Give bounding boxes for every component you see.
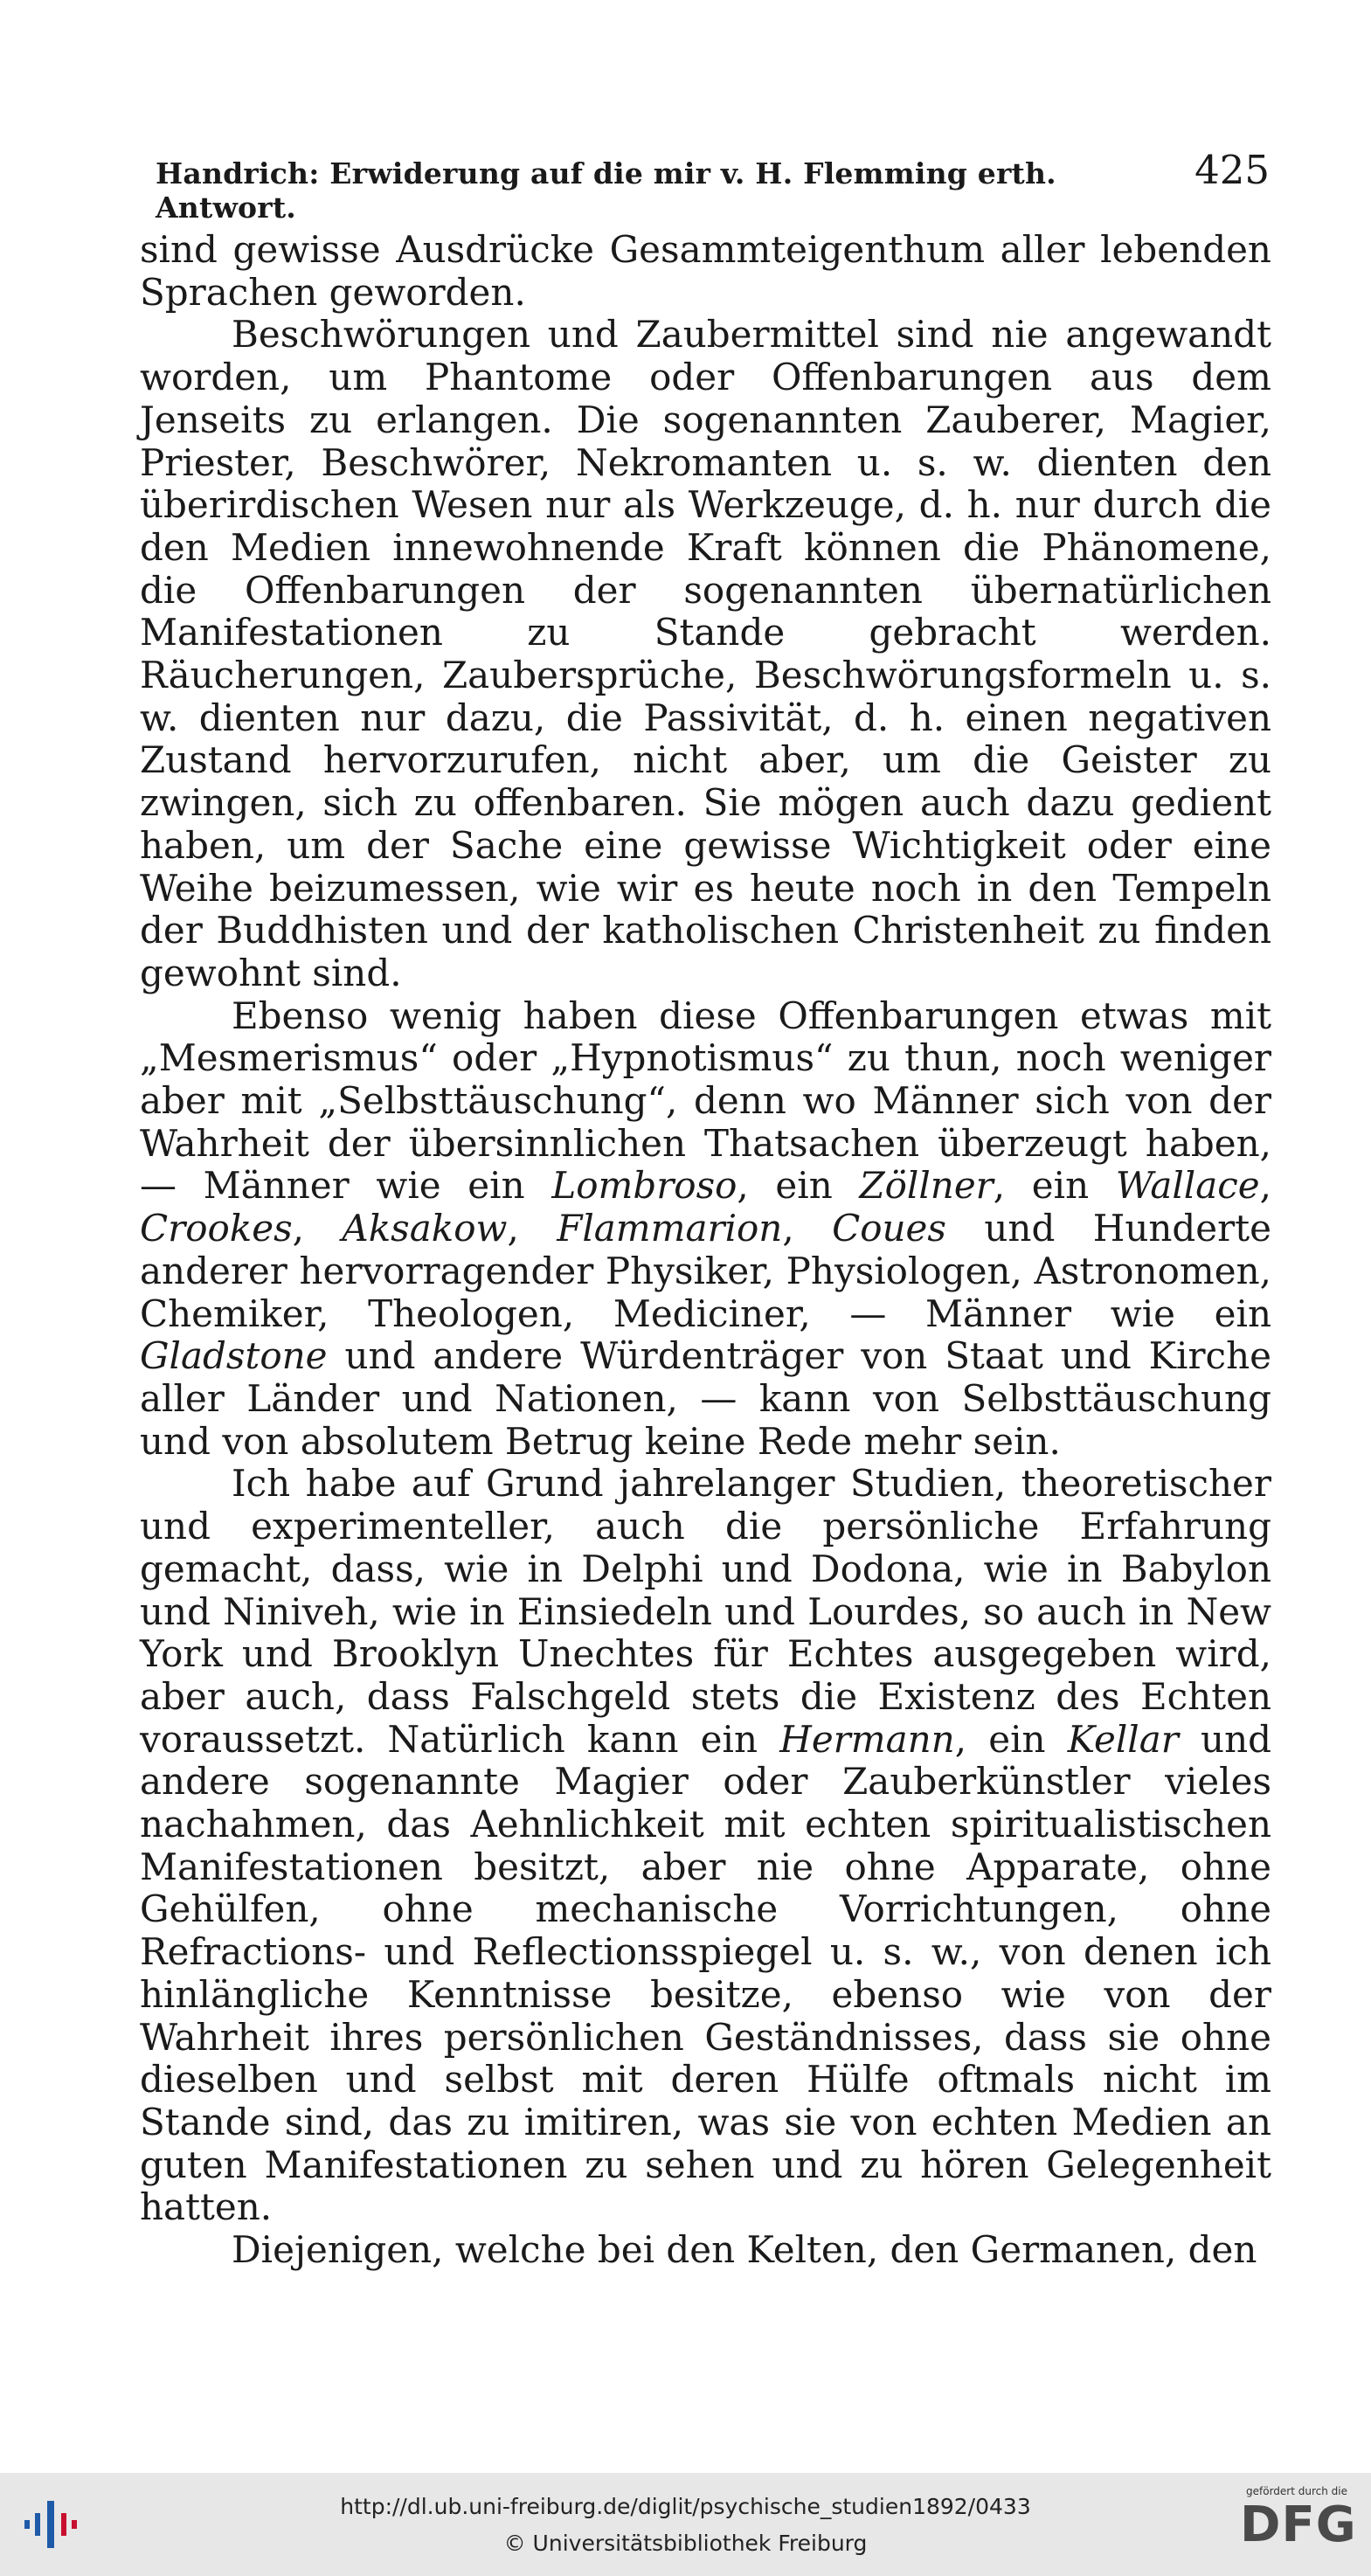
dfg-logo [1240,2485,1357,2566]
paragraph-5: Diejenigen, welche bei den Kelten, den Germanen, den [232,2228,1257,2272]
dfg-logo-text: DFG [1240,2496,1357,2553]
running-head: Handrich: Erwiderung auf die mir v. H. Flemming erth. Antwort. [156,156,1056,225]
copyright-notice: © Universitätsbibliothek Freiburg [503,2531,868,2556]
text-segment: , ein [993,1164,1090,1208]
text-segment: , [507,1207,519,1250]
name-zoellner: Zöllner [859,1164,994,1208]
name-lombroso: Lombroso [551,1164,737,1208]
text-segment: Ebenso wenig haben diese Offenbarungen etwas mit „Mesmerismus“ oder „Hypnotismus“ zu thun, noch weniger aber mit „Selbsttäuschung“, denn wo Männer sich von der Wahrheit der übersinnlichen Thatsachen überzeugt haben, — Männer wie ein [140,994,1271,1208]
page-header [156,147,1270,225]
dfg-funding-label: gefördert durch die [1246,2485,1347,2497]
text-segment: , [292,1207,305,1250]
paragraph-1: sind gewisse Ausdrücke Gesammteigenthum aller lebenden Sprachen geworden. [140,228,1271,314]
viewer-footer [0,2473,1371,2576]
name-gladstone: Gladstone [140,1334,328,1378]
name-kellar: Kellar [1067,1717,1179,1761]
paragraph-2: Beschwörungen und Zaubermittel sind nie angewandt worden, um Phantome oder Offenbarungen aus dem Jenseits zu erlangen. Die sogenannten Zauberer, Magier, Priester, Beschwörer, Nekromanten u. s. w. dienten den überirdischen Wesen nur als Werkzeuge, d. h. nur durch die den Medien innewohnende Kraft können die Phänomene, die Offenbarungen der sogenannten übernatürlichen Manifestationen zu Stande gebracht werden. Räucherungen, Zaubersprüche, Beschwörungsformeln u. s. w. dienten nur dazu, die Passivität, d. h. einen negativen Zustand hervorzurufen, nicht aber, um die Geister zu zwingen, sich zu offenbaren. Sie mögen auch dazu gedient haben, um der Sache eine gewisse Wichtigkeit oder eine Weihe beizumessen, wie wir es heute noch in den Tempeln der Buddhisten und der katholischen Christenheit zu finden gewohnt sind. [140,313,1271,994]
name-hermann: Hermann [779,1717,955,1761]
text-segment: , ein [737,1164,833,1208]
text-segment: , ein [954,1717,1046,1761]
paragraph-3 [140,995,1271,1464]
text-segment: Ich habe auf Grund jahrelanger Studien, theoretischer und experimenteller, auch die persönliche Erfahrung gemacht, dass, wie in Delphi und Dodona, wie in Babylon und Niniveh, wie in Einsiedeln und Lourdes, so auch in New York und Brooklyn Unechtes für Echtes ausgegeben wird, aber auch, dass Falschgeld stets die Existenz des Echten voraussetzt. Natürlich kann ein [140,1462,1271,1761]
name-coues: Coues [832,1207,946,1250]
name-flammarion: Flammarion [557,1207,783,1250]
text-segment: , [1259,1164,1271,1208]
permalink-url[interactable]: http://dl.ub.uni-freiburg.de/diglit/psychische_studien1892/0433 [340,2494,1031,2519]
text-segment: und andere sogenannte Magier oder Zauberkünstler vieles nachahmen, das Aehnlichkeit mit echten spiritualistischen Manifestationen besitzt, aber nie ohne Apparate, ohne Gehülfen, ohne mechanische Vorrichtungen, ohne Refractions- und Reflectionsspiegel u. s. w., von denen ich hinlängliche Kenntnisse besitze, ebenso wie von der Wahrheit ihres persönlichen Geständnisses, dass sie ohne dieselben und selbst mit deren Hülfe oftmals nicht im Stande sind, das zu imitiren, was sie von echten Medien an guten Manifestationen zu sehen und zu hören Gelegenheit hatten. [140,1717,1272,2229]
page-number: 425 [1194,147,1270,193]
paragraph-4 [140,1463,1271,2229]
name-aksakow: Aksakow [342,1207,508,1250]
text-segment: , [782,1207,794,1250]
text-segment: und Hunderte anderer hervorragender Physiker, Physiologen, Astronomen, Chemiker, Theologen, Mediciner, — Männer wie ein [140,1207,1271,1335]
name-wallace: Wallace [1115,1164,1260,1208]
name-crookes: Crookes [140,1207,293,1250]
text-segment: und andere Würdenträger von Staat und Kirche aller Länder und Nationen, — kann von Selbsttäuschung und von absolutem Betrug keine Rede mehr sein. [140,1334,1271,1463]
body-text [140,229,1271,2272]
